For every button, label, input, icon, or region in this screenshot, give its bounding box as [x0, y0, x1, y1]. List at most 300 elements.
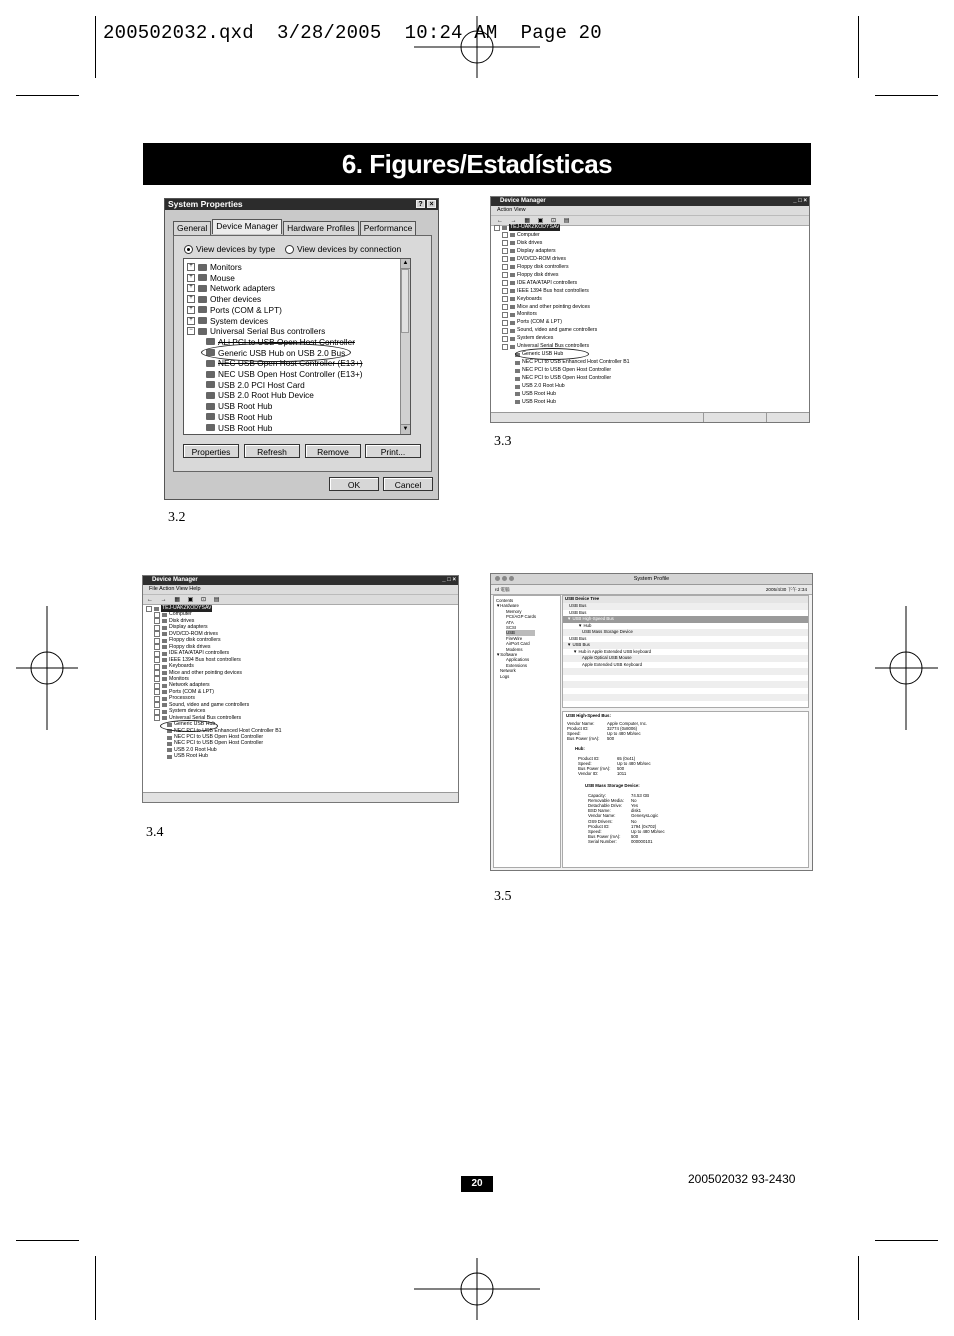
device-icon	[167, 736, 172, 740]
detail-value: GenesysLogic	[631, 813, 659, 819]
tree-item-label: Ports (COM & LPT)	[517, 319, 562, 326]
device-icon	[206, 392, 215, 399]
device-tree[interactable]	[143, 605, 458, 792]
row-stripe	[563, 668, 808, 675]
file-slug: 200502032.qxd 3/28/2005 10:24 AM Page 20	[103, 22, 602, 44]
device-icon	[515, 377, 520, 381]
detail-value: Up to 480 Mb/sec	[607, 731, 641, 737]
tree-item-label: Sound, video and game controllers	[517, 327, 598, 334]
device-icon	[198, 296, 207, 303]
device-icon	[510, 297, 515, 301]
tree-item-label: NEC USB Open Host Controller (E13+)	[218, 358, 363, 369]
sidebar-item[interactable]: Logs	[500, 673, 510, 679]
tree-item-label: Disk drives	[169, 617, 195, 624]
detail-value: 32774 (0x8006)	[607, 726, 638, 732]
sidebar-item[interactable]: ▼Software	[496, 652, 518, 657]
tab-general[interactable]: General	[173, 221, 211, 236]
device-icon	[167, 742, 172, 746]
expand-icon[interactable]	[502, 320, 508, 326]
expand-icon[interactable]: +	[187, 295, 195, 303]
device-icon	[162, 671, 167, 675]
window-title: Device Manager	[500, 198, 546, 204]
tree-item[interactable]	[187, 326, 325, 336]
tree-item[interactable]	[187, 273, 235, 283]
tree-item[interactable]	[515, 399, 556, 406]
tree-item-label: NEC PCI to USB Open Host Controller	[174, 734, 264, 740]
tree-scrollbar[interactable]	[400, 259, 410, 434]
device-icon	[162, 626, 167, 630]
device-icon	[206, 413, 215, 420]
device-icon	[167, 748, 172, 752]
detail-header: USB High-Speed Bus:	[566, 713, 611, 718]
tree-item-label: Floppy disk controllers	[517, 263, 569, 270]
window-titlebar	[143, 576, 458, 585]
expand-icon[interactable]	[502, 280, 508, 286]
tree-item-label: Mouse	[210, 272, 235, 283]
minimize-dot-icon[interactable]	[502, 576, 507, 581]
expand-icon[interactable]	[502, 288, 508, 294]
tree-item-label: USB 2.0 Root Hub	[522, 383, 565, 389]
usb-tree-item[interactable]: Apple Optical USB Mouse	[582, 655, 632, 660]
detail-field: Removable Media:	[588, 798, 624, 804]
tree-item[interactable]	[187, 316, 268, 326]
device-icon	[162, 690, 167, 694]
tree-item[interactable]	[502, 296, 542, 303]
tree-item-label: Floppy disk controllers	[169, 637, 221, 644]
usb-device-tree[interactable]	[562, 595, 809, 708]
tree-item[interactable]	[167, 753, 208, 760]
help-button[interactable]: ?	[416, 200, 425, 208]
tree-item-label: Universal Serial Bus controllers	[169, 714, 242, 721]
sidebar-item[interactable]: PCI/AGP Cards	[506, 614, 537, 620]
device-icon	[162, 613, 167, 617]
tree-item-label: IEEE 1394 Bus host controllers	[517, 287, 589, 294]
tree-item-label: IDE ATA/ATAPI controllers	[517, 279, 578, 286]
window-title: System Profile	[633, 576, 670, 582]
sidebar-item[interactable]: ATA	[506, 619, 514, 625]
window-titlebar	[165, 199, 438, 210]
detail-field: Vendor Name:	[588, 813, 616, 819]
hub-header: Hub:	[575, 746, 585, 751]
expand-icon[interactable]	[154, 715, 160, 721]
refresh-button[interactable]: Refresh	[244, 444, 300, 458]
menu-bar[interactable]: File Action View Help	[143, 585, 458, 595]
detail-pane	[562, 711, 809, 868]
close-dot-icon[interactable]	[495, 576, 500, 581]
tab-hardware-profiles[interactable]: Hardware Profiles	[283, 221, 359, 236]
window-titlebar	[491, 574, 812, 585]
sidebar-item[interactable]: Contents	[496, 598, 514, 603]
tree-item[interactable]	[502, 311, 537, 318]
tree-item[interactable]	[515, 359, 630, 366]
device-icon	[515, 400, 520, 404]
print-button[interactable]: Print...	[365, 444, 421, 458]
tree-item-label: Display adapters	[517, 247, 556, 254]
usb-tree-item[interactable]: USB Bus	[569, 609, 587, 615]
tree-item-label: Network adapters	[210, 283, 276, 294]
detail-field: Bus Power (mA):	[588, 833, 621, 839]
status-bar	[143, 792, 458, 802]
device-icon	[515, 392, 520, 396]
tree-item[interactable]	[502, 288, 589, 295]
device-icon	[510, 305, 515, 309]
device-tree[interactable]	[491, 224, 809, 412]
tree-item[interactable]	[502, 272, 559, 279]
sidebar-item[interactable]: Modems	[506, 646, 523, 652]
zoom-dot-icon[interactable]	[509, 576, 514, 581]
tree-item-label: Monitors	[210, 262, 242, 272]
detail-value: Yes	[631, 803, 639, 809]
tree-item-label: USB 2.0 Root Hub	[174, 746, 217, 753]
usb-tree-item[interactable]: USB Bus	[569, 603, 587, 608]
tree-item-label: IDE ATA/ATAPI controllers	[169, 650, 230, 657]
device-icon	[198, 264, 207, 271]
computer-icon	[154, 607, 159, 611]
detail-value: 500	[617, 766, 625, 772]
window-title: Device Manager	[152, 577, 198, 583]
tree-item[interactable]	[187, 283, 275, 293]
tree-item-label: ALi PCI to USB Open Host Controller	[218, 336, 355, 347]
tree-item[interactable]	[502, 256, 566, 263]
tree-item[interactable]	[206, 423, 272, 433]
sidebar-item[interactable]: FireWire	[506, 635, 523, 641]
tree-item[interactable]	[502, 232, 540, 239]
usb-tree-item[interactable]: Apple Extended USB Keyboard	[582, 661, 642, 667]
tree-item-label: Disk drives	[517, 239, 543, 246]
tree-item-label: Network adapters	[169, 682, 210, 689]
detail-value: Apple Computer, Inc.	[607, 721, 648, 726]
device-icon	[162, 665, 167, 669]
tree-item-label: System devices	[517, 335, 554, 342]
device-icon	[162, 710, 167, 714]
tree-item-label: NEC PCI to USB Open Host Controller	[522, 367, 612, 374]
detail-field: Speed:	[588, 828, 602, 834]
tree-item-label: Monitors	[169, 675, 189, 682]
tree-item-label: USB Root Hub	[522, 398, 557, 405]
detail-value: Up to 480 Mb/sec	[617, 761, 651, 767]
tree-item-label: DVD/CD-ROM drives	[169, 630, 218, 637]
device-icon	[510, 241, 515, 245]
device-icon	[510, 321, 515, 325]
detail-value: 1794 (0x702)	[631, 823, 657, 829]
highlight-ellipse	[160, 720, 218, 732]
system-properties-window	[164, 198, 439, 500]
tree-item[interactable]	[187, 294, 261, 304]
highlight-ellipse	[201, 343, 351, 362]
radio-view-by-type[interactable]	[184, 244, 275, 254]
expand-icon[interactable]	[502, 256, 508, 262]
tree-item-label: USB 2.0 Root Hub Device	[218, 390, 314, 401]
tree-item[interactable]	[206, 412, 272, 422]
figure-caption-3-2: 3.2	[168, 510, 186, 525]
tree-item[interactable]	[515, 383, 565, 390]
expand-icon[interactable]	[502, 272, 508, 278]
tree-item-label: Floppy disk drives	[517, 271, 559, 278]
detail-field: Speed:	[578, 761, 592, 767]
tree-item-label: Generic USB Hub on USB 2.0 Bus	[218, 347, 346, 358]
expand-icon[interactable]: +	[187, 317, 195, 325]
row-stripe	[563, 694, 808, 701]
tree-item-label: Generic USB Hub	[174, 721, 216, 728]
device-icon	[162, 645, 167, 649]
sidebar-item[interactable]: Extensions	[506, 662, 528, 668]
window-controls[interactable]: _ □ ×	[442, 577, 456, 583]
device-icon	[515, 369, 520, 373]
detail-field: Product ID:	[567, 726, 589, 732]
tree-item[interactable]	[502, 264, 569, 271]
tree-item-label: NEC PCI to USB Enhanced Host Controller B1	[522, 359, 630, 366]
tree-item[interactable]	[515, 367, 611, 374]
system-profile-window	[490, 573, 813, 871]
sidebar-item[interactable]: Applications	[506, 657, 530, 663]
tree-item[interactable]	[206, 380, 305, 390]
detail-value: 1011	[617, 771, 627, 777]
tree-item-label: USB Root Hub	[218, 411, 273, 422]
usb-tree-item[interactable]: ▼ Hub	[578, 622, 592, 628]
tree-item[interactable]	[502, 335, 553, 342]
expand-icon[interactable]: +	[187, 263, 195, 271]
expand-icon[interactable]: +	[187, 284, 195, 292]
expand-icon[interactable]	[502, 312, 508, 318]
tab-performance[interactable]: Performance	[360, 221, 417, 236]
detail-field: Bus Power (mA):	[578, 766, 611, 772]
tree-item-label: System devices	[210, 315, 269, 326]
tree-item-label: Processors	[169, 695, 195, 702]
device-icon	[515, 361, 520, 365]
device-icon	[206, 424, 215, 431]
highlight-ellipse	[515, 348, 589, 360]
document-code: 200502032 93-2430	[688, 1172, 796, 1186]
radio-label: View devices by type	[196, 244, 276, 254]
detail-value: disk1	[631, 808, 642, 814]
tree-item-label: Computer	[517, 231, 540, 238]
expand-icon[interactable]	[502, 264, 508, 270]
tree-item-label: Floppy disk drives	[169, 643, 211, 650]
device-icon	[198, 274, 207, 281]
device-icon	[162, 619, 167, 623]
detail-field: Product ID:	[578, 756, 600, 761]
ok-button[interactable]: OK	[329, 477, 379, 491]
scroll-up-arrow[interactable]: ▲	[401, 259, 410, 269]
detail-field: Bus Power (mA):	[567, 736, 600, 742]
device-icon	[167, 755, 172, 759]
tree-item-label: Universal Serial Bus controllers	[210, 326, 326, 337]
section-banner	[143, 143, 811, 185]
detail-value: 74.53 GB	[631, 793, 650, 798]
tree-item[interactable]	[502, 327, 597, 334]
tree-item[interactable]	[502, 280, 577, 287]
tree-item[interactable]	[515, 375, 611, 382]
computer-name: rd 電腦	[495, 587, 510, 592]
tree-item-label: Ports (COM & LPT)	[210, 304, 282, 315]
toolbar	[143, 595, 458, 605]
detail-value: 500	[607, 736, 615, 742]
expand-icon[interactable]	[502, 248, 508, 254]
figure-caption-3-5: 3.5	[494, 889, 512, 904]
tree-item[interactable]	[502, 240, 542, 247]
radio-view-by-connection[interactable]	[285, 244, 401, 254]
tree-item-label: Keyboards	[517, 295, 542, 302]
device-icon	[510, 289, 515, 293]
tree-item-label: Mice and other pointing devices	[517, 303, 590, 310]
tree-item[interactable]	[187, 262, 242, 272]
window-titlebar	[491, 197, 809, 206]
tree-item-label: USB Root Hub	[218, 422, 273, 433]
detail-value: No	[631, 798, 637, 804]
sidebar-item[interactable]: Memory	[506, 608, 522, 614]
scroll-thumb[interactable]	[401, 269, 409, 333]
device-icon	[198, 317, 207, 324]
device-manager-window-2000	[142, 575, 459, 803]
expand-icon[interactable]	[502, 304, 508, 310]
row-stripe	[563, 603, 808, 610]
storage-header: USB Mass Storage Device:	[585, 783, 640, 788]
tree-item-label: NEC PCI to USB Enhanced Host Controller B1	[174, 727, 282, 734]
device-icon	[510, 273, 515, 277]
detail-field: Capacity:	[588, 793, 606, 798]
tree-item-label: Monitors	[517, 311, 537, 318]
tree-item-label: IEEE 1394 Bus host controllers	[169, 656, 241, 663]
figure-caption-3-4: 3.4	[146, 825, 164, 840]
device-icon	[510, 345, 515, 349]
usb-tree-item[interactable]: ▼ USB Bus	[567, 642, 590, 647]
usb-tree-item[interactable]: ▼ Hub in Apple Extended USB keyboard	[573, 648, 652, 654]
usb-tree-item[interactable]: USB Mass Storage Device	[582, 629, 633, 634]
expand-icon[interactable]	[502, 328, 508, 334]
tree-item-label: Mice and other pointing devices	[169, 669, 242, 676]
tree-item-label: USB Root Hub	[522, 390, 557, 397]
detail-value: No	[631, 818, 637, 824]
scroll-down-arrow[interactable]: ▼	[402, 426, 409, 432]
collapse-icon[interactable]	[146, 606, 152, 612]
sidebar-item[interactable]: Network	[500, 668, 516, 674]
tree-item[interactable]	[206, 390, 314, 400]
tree-item[interactable]	[187, 305, 282, 315]
tree-item-label: Universal Serial Bus controllers	[517, 343, 590, 350]
device-icon	[162, 697, 167, 701]
collapse-icon[interactable]: −	[187, 327, 195, 335]
device-icon	[510, 337, 515, 341]
device-icon	[510, 257, 515, 261]
tree-item-label: USB Root Hub	[174, 753, 209, 760]
usb-tree-item[interactable]: USB Bus	[569, 635, 587, 641]
window-controls[interactable]: _ □ ×	[793, 198, 807, 204]
tree-item-label: Keyboards	[169, 663, 194, 670]
remove-button[interactable]: Remove	[305, 444, 361, 458]
computer-icon	[502, 226, 507, 230]
device-icon	[206, 360, 215, 367]
tree-item[interactable]	[515, 391, 556, 398]
detail-field: Speed:	[567, 731, 581, 737]
expand-icon[interactable]	[502, 336, 508, 342]
tree-item[interactable]	[502, 319, 562, 326]
device-icon	[206, 371, 215, 378]
expand-icon[interactable]	[502, 296, 508, 302]
close-button[interactable]: ×	[427, 200, 436, 208]
detail-field: Product ID:	[588, 823, 610, 829]
page-number: 20	[461, 1176, 493, 1192]
sidebar-item[interactable]: ▼Hardware	[496, 603, 519, 609]
window-title: System Properties	[168, 199, 243, 209]
tree-item-label: Computer	[169, 611, 192, 618]
expand-icon[interactable]	[502, 232, 508, 238]
section-title: 6. Figures/Estadísticas	[341, 148, 613, 179]
sidebar-item[interactable]: USB	[506, 630, 535, 636]
status-bar	[491, 412, 809, 422]
tree-item-label: USB Root Hub	[218, 401, 273, 412]
row-stripe	[563, 681, 808, 688]
collapse-icon[interactable]	[494, 225, 500, 231]
tab-strip	[173, 221, 417, 236]
device-icon	[206, 381, 215, 388]
device-icon	[515, 385, 520, 389]
detail-value: 000000101	[631, 838, 653, 844]
info-bar	[491, 585, 812, 595]
device-icon	[510, 313, 515, 317]
tree-item-label: Ports (COM & LPT)	[169, 688, 214, 695]
usb-tree-item[interactable]: ▼ USB High-Speed Bus	[567, 616, 614, 621]
tree-root-label: TEJ-UAKZKODYSAV	[510, 224, 560, 230]
detail-field: BSD Name:	[588, 808, 611, 814]
tree-item-label: NEC USB Open Host Controller (E13+)	[218, 369, 363, 379]
expand-icon[interactable]	[502, 240, 508, 246]
device-icon	[198, 328, 207, 335]
sidebar-item[interactable]: SCSI	[506, 625, 517, 630]
menu-bar[interactable]: Action View	[491, 206, 809, 216]
cancel-button[interactable]: Cancel	[383, 477, 433, 491]
tree-item[interactable]	[206, 401, 272, 411]
toolbar-icons[interactable]: ← → ▦ ▣ ⊡ ▤	[147, 597, 223, 603]
device-icon	[510, 233, 515, 237]
device-icon	[162, 684, 167, 688]
tree-item-label: Display adapters	[169, 624, 208, 631]
device-icon	[162, 639, 167, 643]
detail-field: Vendor ID:	[578, 771, 599, 777]
device-icon	[162, 632, 167, 636]
device-icon	[198, 306, 207, 313]
detail-field: Serial Number:	[588, 838, 617, 844]
tree-item[interactable]	[502, 304, 590, 311]
toolbar-icons[interactable]: ← → ▦ ▣ ⊡ ▤	[497, 218, 573, 224]
tree-item-label: Generic USB Hub	[522, 351, 564, 358]
detail-field: OS9 Drivers:	[588, 818, 613, 824]
detail-field: Detachable Drive:	[588, 803, 623, 809]
tree-item-label: NEC PCI to USB Open Host Controller	[522, 375, 612, 382]
expand-icon[interactable]: +	[187, 274, 195, 282]
device-manager-window-xp	[490, 196, 810, 423]
tree-item[interactable]	[502, 248, 556, 255]
detail-value: 65 (0x41)	[617, 756, 636, 761]
device-icon	[206, 338, 215, 345]
timestamp: 2005/4/30 下午 2:34	[765, 587, 807, 592]
expand-icon[interactable]: +	[187, 306, 195, 314]
tree-item[interactable]	[206, 369, 363, 379]
tree-root[interactable]	[494, 224, 560, 231]
tree-item-label: DVD/CD-ROM drives	[517, 255, 566, 262]
tree-item-label: System devices	[169, 708, 206, 715]
detail-value: Up to 480 Mb/sec	[631, 828, 665, 834]
device-icon	[162, 716, 167, 720]
contents-sidebar[interactable]	[493, 595, 561, 868]
tab-device-manager[interactable]: Device Manager	[212, 219, 282, 234]
tree-item-label: Other devices	[210, 294, 262, 305]
device-icon	[510, 329, 515, 333]
properties-button[interactable]: Properties	[183, 444, 239, 458]
sidebar-item[interactable]: AirPort Card	[506, 641, 530, 647]
device-icon	[162, 658, 167, 662]
expand-icon[interactable]	[502, 344, 508, 350]
device-icon	[510, 265, 515, 269]
